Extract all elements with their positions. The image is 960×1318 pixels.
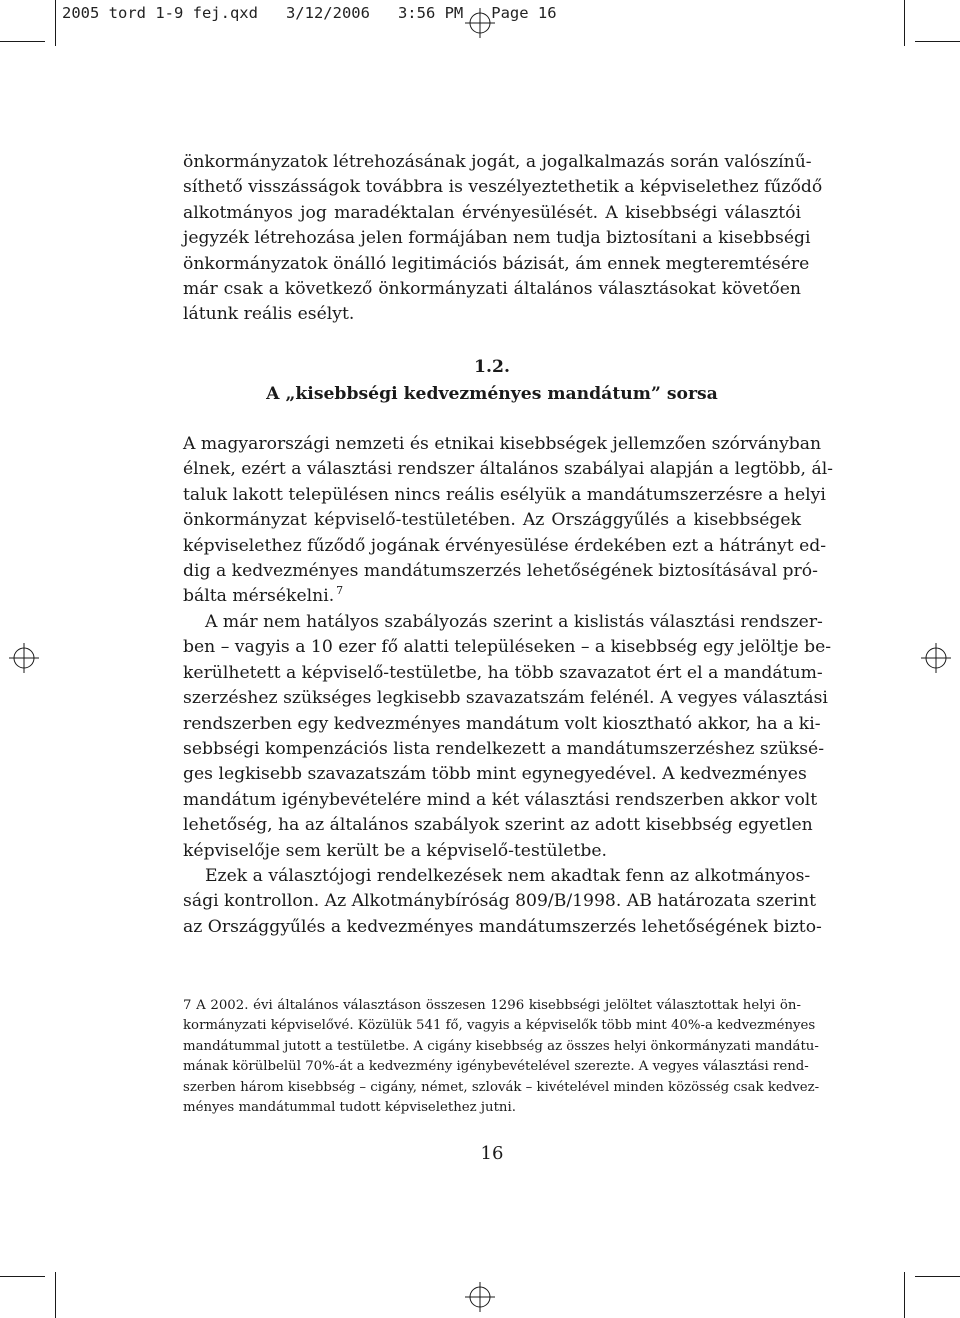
registration-mark-icon bbox=[465, 8, 495, 38]
footnote-line: ményes mandátummal tudott képviselethez jutni. bbox=[183, 1099, 516, 1115]
page-number: 16 bbox=[480, 1143, 504, 1164]
paragraph-2 bbox=[183, 432, 833, 610]
text-line: alkotmányos jog maradéktalan érvényesülését. A kisebbségi választói bbox=[183, 202, 801, 223]
text-line: látunk reális esélyt. bbox=[183, 304, 355, 325]
crop-mark bbox=[55, 0, 56, 46]
text-line: lehetőség, ha az általános szabályok szerint az adott kisebbség egyetlen bbox=[183, 815, 813, 836]
text-line: rendszerben egy kedvezményes mandátum volt kiosztható akkor, ha a ki- bbox=[183, 713, 821, 734]
text-line: taluk lakott településen nincs reális esélyük a mandátumszerzésre a helyi bbox=[183, 484, 826, 505]
crop-mark bbox=[915, 1276, 960, 1277]
text-line: sebbségi kompenzációs lista rendelkezett a mandátumszerzéshez szüksé- bbox=[183, 738, 825, 759]
text-line: mandátum igénybevételére mind a két választási rendszerben akkor volt bbox=[183, 789, 818, 810]
text-line: dig a kedvezményes mandátumszerzés lehetőségének biztosításával pró- bbox=[183, 560, 818, 581]
text-line: már csak a következő önkormányzati általános választásokat követően bbox=[183, 278, 801, 299]
crop-mark bbox=[55, 1272, 56, 1318]
text-line: ges legkisebb szavazatszám több mint egynegyedével. A kedvezményes bbox=[183, 764, 807, 785]
text-line: kerülhetett a képviselő-testületbe, ha több szavazatot ért el a mandátum- bbox=[183, 662, 823, 683]
footnote-line: kormányzati képviselővé. Közülük 541 fő, vagyis a képviselők több mint 40%-a kedvezményes bbox=[183, 1018, 816, 1034]
text-line: Ezek a választójogi rendelkezések nem akadtak fenn az alkotmányos- bbox=[205, 866, 811, 886]
text-line: az Országgyűlés a kedvezményes mandátumszerzés lehetőségének bizto- bbox=[183, 916, 822, 937]
text-line: ben – vagyis a 10 ezer fő alatti településeken – a kisebbség egy jelöltje be- bbox=[183, 637, 832, 658]
text-line: síthető visszásságok továbbra is veszélyeztethetik a képviselethez fűződő bbox=[183, 177, 823, 198]
footnote-reference: 7 bbox=[336, 584, 344, 598]
footnote-line: szerben három kisebbség – cigány, német, szlovák – kivételével minden közösség csak kedvez- bbox=[183, 1079, 820, 1095]
paragraph-3 bbox=[183, 610, 832, 864]
text-line bbox=[183, 584, 801, 609]
paragraph-1 bbox=[183, 150, 823, 328]
text-line: sági kontrollon. Az Alkotmánybíróság 809/B/1998. AB határozata szerint bbox=[183, 891, 816, 912]
crop-mark bbox=[904, 0, 905, 46]
footnote bbox=[183, 996, 820, 1118]
footnote-line: mandátummal jutott a testületbe. A cigány kisebbség az összes helyi önkormányzati mandátu- bbox=[183, 1038, 819, 1054]
paragraph-4 bbox=[183, 864, 822, 940]
print-slug: 2005 tord 1-9 fej.qxd 3/12/2006 3:56 PM Page 16 bbox=[62, 4, 557, 22]
text-line: A már nem hatályos szabályozás szerint a kislistás választási rendszer- bbox=[205, 612, 823, 632]
text-line: önkormányzatok önálló legitimációs bázisát, ám ennek megteremtésére bbox=[183, 253, 810, 274]
crop-mark bbox=[0, 41, 45, 42]
text-line: képviselethez fűződő jogának érvényesülése érdekében ezt a hátrányt ed- bbox=[183, 535, 827, 556]
registration-mark-icon bbox=[921, 643, 951, 673]
text-line-content: bálta mérsékelni. bbox=[183, 586, 335, 607]
text-line: élnek, ezért a választási rendszer általános szabályai alapján a legtöbb, ál- bbox=[183, 459, 833, 480]
text-line: képviselője sem került be a képviselő-testületbe. bbox=[183, 840, 607, 861]
text-line: jegyzék létrehozása jelen formájában nem tudja biztosítani a kisebbségi bbox=[183, 228, 811, 249]
text-line: szerzéshez szükséges legkisebb szavazatszám felénél. A vegyes választási bbox=[183, 688, 828, 709]
footnote-line: 7 A 2002. évi általános választáson összesen 1296 kisebbségi jelöltet választottak helyi ön- bbox=[183, 998, 801, 1013]
footnote-line: mának körülbelül 70%-át a kedvezmény igénybevételével szerezte. A vegyes választási rend- bbox=[183, 1059, 809, 1075]
section-title: A „kisebbségi kedvezményes mandátum” sorsa bbox=[266, 384, 718, 404]
crop-mark bbox=[915, 41, 960, 42]
crop-mark bbox=[0, 1276, 45, 1277]
registration-mark-icon bbox=[9, 643, 39, 673]
text-line: önkormányzat képviselő-testületében. Az Országgyűlés a kisebbségek bbox=[183, 510, 801, 531]
section-number: 1.2. bbox=[474, 357, 510, 377]
crop-mark bbox=[904, 1272, 905, 1318]
text-line: A magyarországi nemzeti és etnikai kisebbségek jellemzően szórványban bbox=[183, 434, 822, 454]
text-line: önkormányzatok létrehozásának jogát, a jogalkalmazás során valószínű- bbox=[183, 152, 812, 172]
registration-mark-icon bbox=[465, 1282, 495, 1312]
